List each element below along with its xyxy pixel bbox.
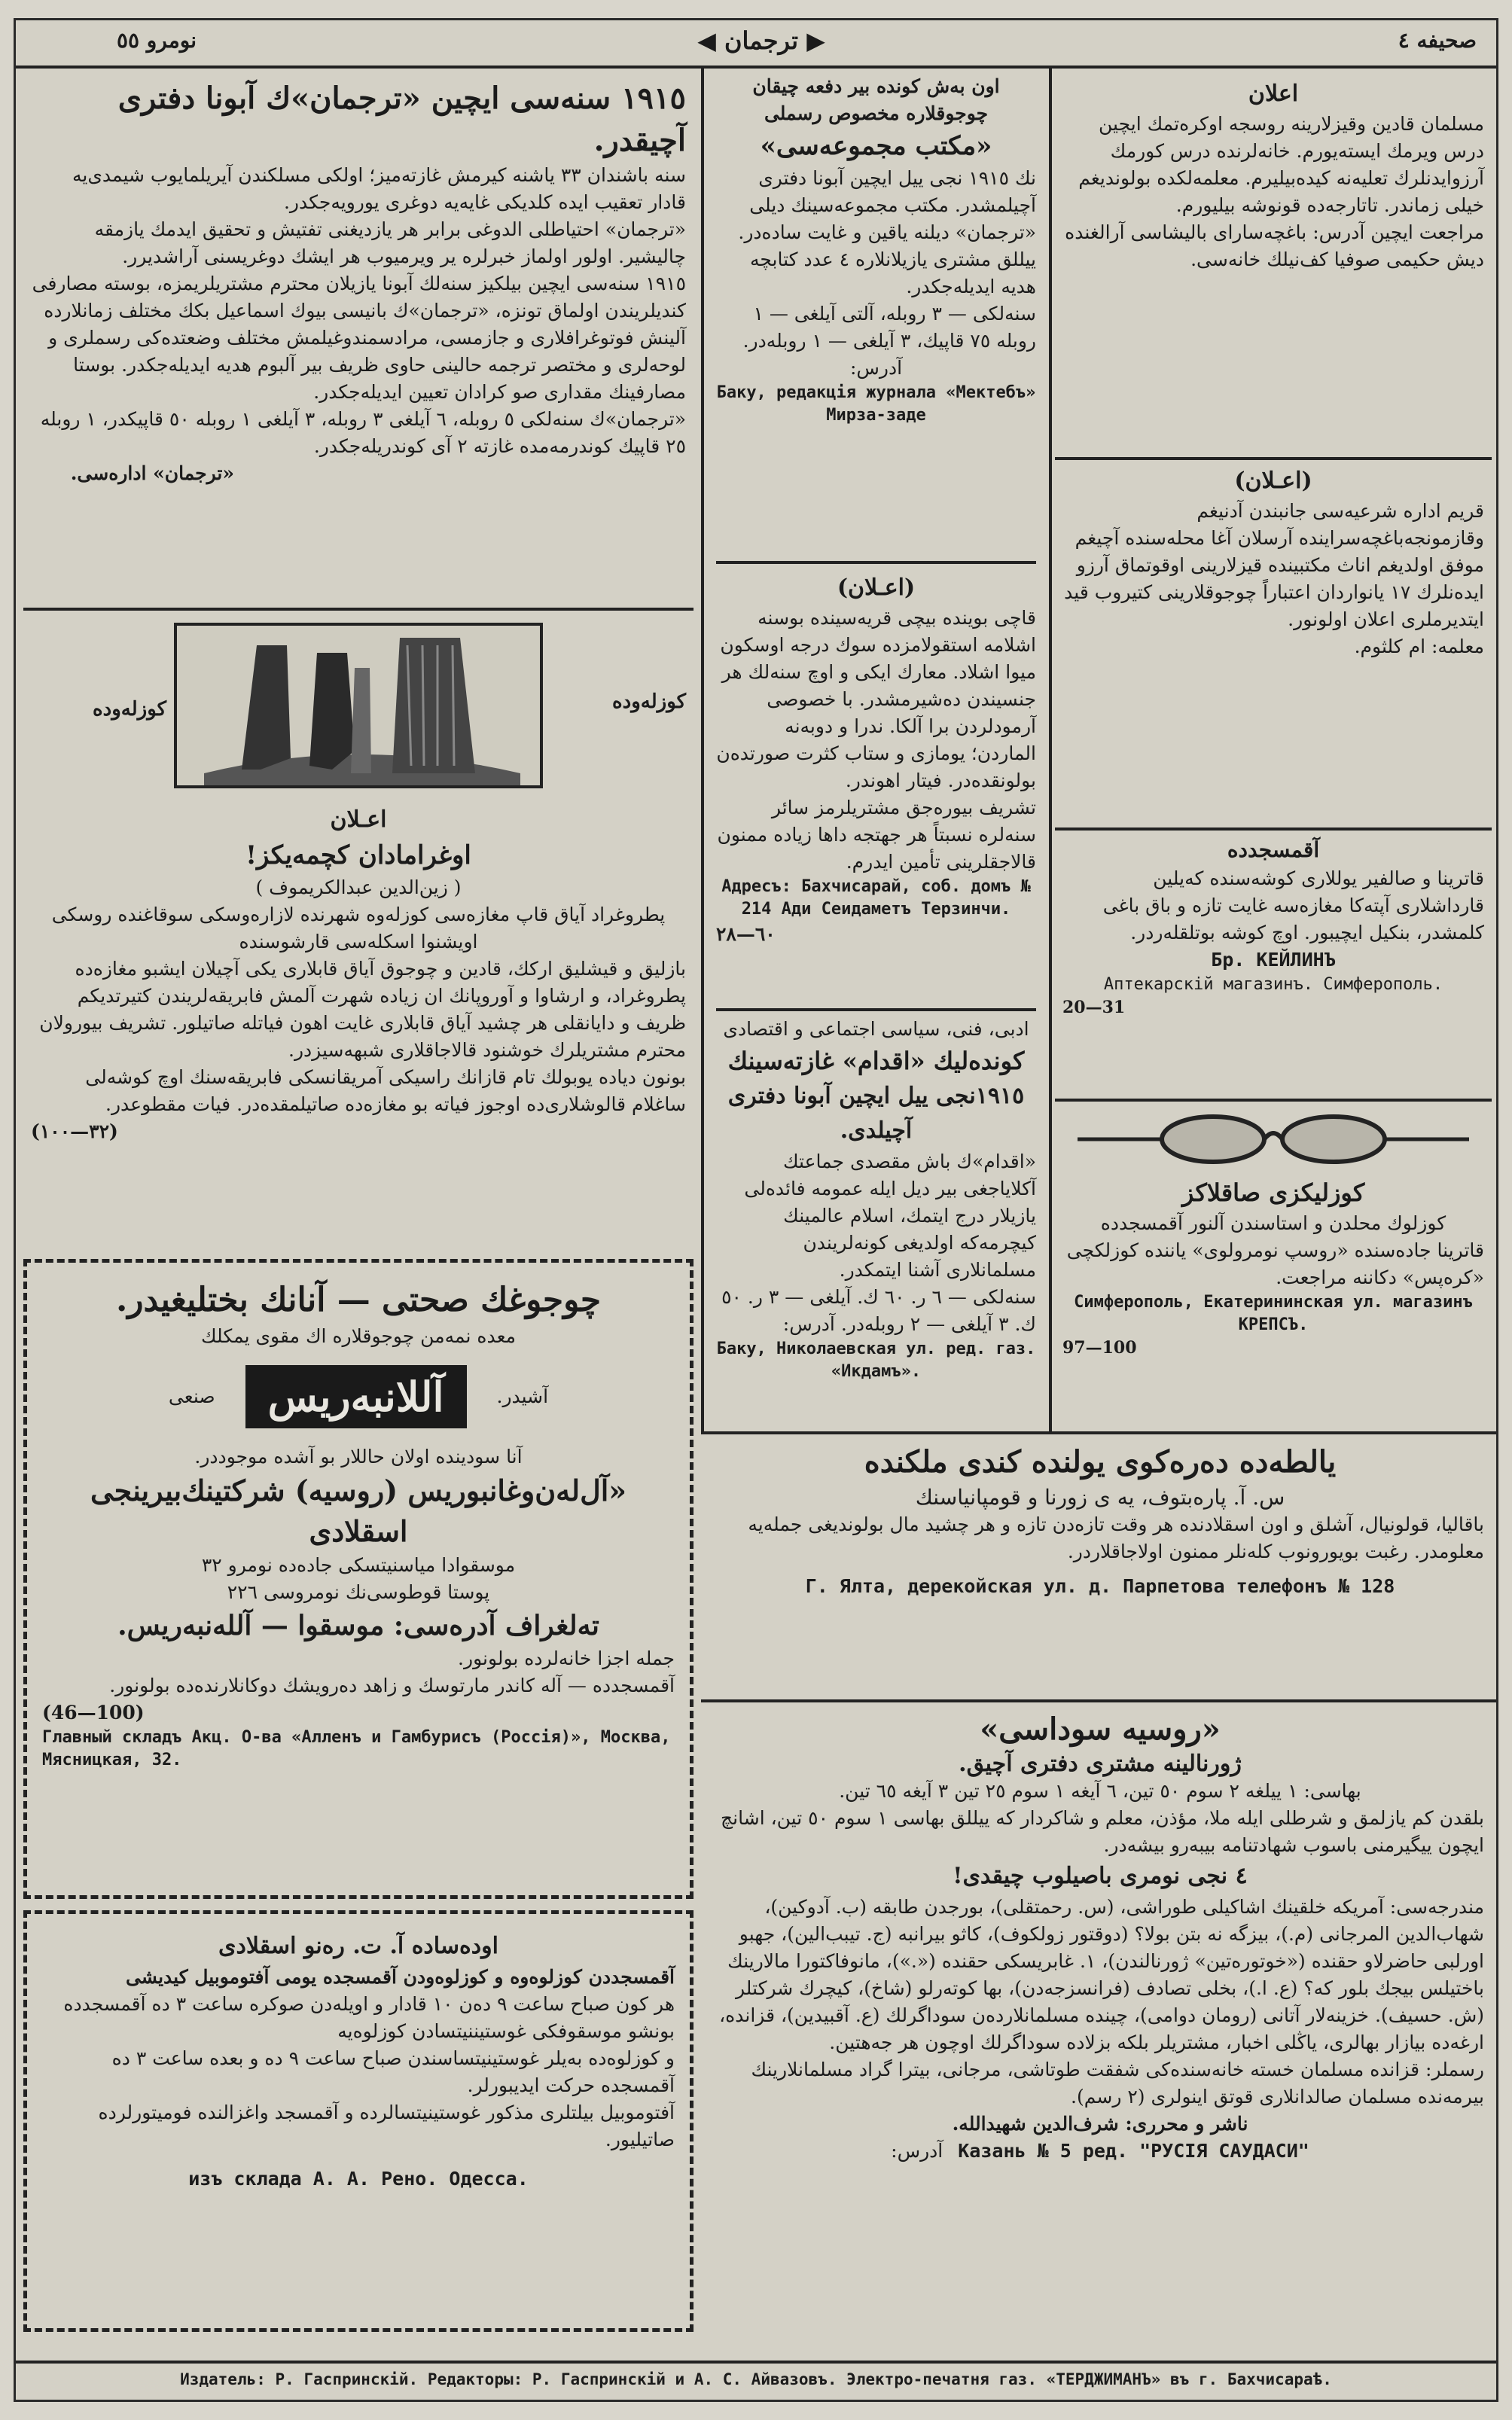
column-divider <box>701 69 704 1431</box>
address-label: آدرس: <box>891 2140 943 2162</box>
brand-logo: آللانبه‌ریس <box>245 1365 467 1428</box>
section-rule <box>701 1699 1496 1702</box>
col2-maktab-ad <box>716 73 1036 427</box>
ad-subline: س. آ. پاره‌بتوف، یه ی زورنا و قومپانیاسنك <box>915 1485 1285 1510</box>
ad-title: (اعـلان) <box>837 575 916 601</box>
ad-code: (٣٢—١٠٠) <box>31 1120 118 1142</box>
paragraph: بونون دیاده یوبولك تام قازانك راسیکی آمریقانسکی فابریقه‌سنك اوچ کوشه‌لی ساغلام قالوشلاری‌ده اوجوز فیاته بو مغازه‌ده صاتیلمقده‌در. فیات مقطوعدر. <box>85 1066 686 1115</box>
russian-address: Симферополь, Екатерининская ул. магазинъ КРЕПСЪ. <box>1074 1293 1473 1334</box>
shoe-ad-header <box>31 615 694 796</box>
paragraph: و کوزلوه‌ده بەیلر غوستینیتساسندن صباح ساعت ٩ ده و بعده ساعت ٣ ده آقمسجده حرکت ایدیبورلر. <box>111 2047 675 2096</box>
address: موسقوادا میاسنیتسکی جاده‌ده نومرو ٣٢ <box>201 1554 516 1576</box>
paragraph: قاترینا جاده‌سنده «روسپ نومرولوی» یاننده کوزلکچی «کرەپس» دکاننه مراجعت. <box>1066 1239 1484 1288</box>
paragraph: قاچی بوینده بیچی قریه‌سینده بوسنه اشلامه استقولامزده سوك درجه اوسکون میوا اشلاد. معارك ایکی و اوچ سنه‌لك هر جنسیندن ده‌شیرمشدر. با خصوصی آرمودلردن برا آلکا. ندرا و دوبه‌نه الماردن؛ یومازی و ستاب کثرت صورتده‌ن بولونقده‌در. فیتار اهوندر. <box>716 607 1036 791</box>
ad-line: ادبی، فنی، سیاسی اجتماعی و اقتصادی <box>723 1018 1029 1040</box>
section-rule <box>1055 457 1492 460</box>
journal-title: «روسیه سوداسی» <box>980 1711 1221 1747</box>
paragraph: سنه‌لکی — ٦ ر. ٦٠ ك. آیلغی — ٣ ر. ٥٠ ك. ٣ آیلغی — ٢ روبله‌در. آدرس: <box>721 1286 1036 1335</box>
ad-headline: چوجوغك صحتی — آنانك بختلیغیدر. <box>115 1281 602 1319</box>
ad-line: اون بەش کونده بیر دفعه چیقان <box>752 75 1000 97</box>
ad-merchant: ( زین‌الدین عبدالکریموف ) <box>255 876 462 898</box>
russia-address-row <box>716 2138 1484 2165</box>
ad-headline: یالطه‌ده ده‌ره‌کوی یولنده کندی ملکنده <box>864 1444 1337 1480</box>
footer-rule <box>16 2361 1496 2364</box>
masthead-title: ◀ ترجمان ▶ <box>697 26 825 55</box>
russian-address: Казань № 5 ред. "РУСІЯ САУДАСИ" <box>958 2140 1309 2162</box>
russian-address: Адресъ: Бахчисарай, соб. домъ № 214 Ади Сеидаметъ Терзинчи. <box>721 877 1031 919</box>
col3-school-ad <box>1062 465 1484 660</box>
paragraph: جمله اجزا خانه‌لرده بولونور. <box>458 1647 675 1669</box>
telegraph-address: تەلغراف آدره‌سی: موسقوا — آللەنبه‌ریس. <box>117 1610 599 1641</box>
issue-announcement: ٤ نجی نومری باصیلوب چیقدی! <box>953 1863 1248 1889</box>
babyfood-ad-content <box>42 1278 675 1772</box>
brand-row <box>42 1365 675 1428</box>
paragraph: بلقدن کم یازلمق و شرطلی ایله ملا، مؤذن، معلم و شاکردار که ییللق بهاسی ١ سوم ٥٠ تین، اشانچ ایچون ییگیرمنی باسوب شهادتنامه بیبه‌رو بیشه‌در. <box>721 1807 1484 1856</box>
col3-optician-ad <box>1062 1105 1484 1359</box>
spectacles-icon <box>1062 1105 1484 1172</box>
boots-illustration <box>174 623 543 788</box>
ad-line: چوجوقلاره مخصوص رسملی <box>764 102 989 124</box>
brand-row-right: صنعی <box>168 1385 215 1407</box>
header-rule <box>16 66 1496 69</box>
ad-subline: ژورنالینه مشتری دفتری آچیق. <box>959 1751 1242 1777</box>
col3-teacher-ad <box>1062 78 1484 273</box>
paragraph: آنا سودینده اولان حاللار بو آشده موجوددر. <box>194 1446 523 1468</box>
column-divider <box>1049 69 1052 1431</box>
paragraph: آقمسجددن کوزلوه‌وه و کوزلوه‌ودن آقمسجده یومی آفتوموبیل کیدیشی <box>125 1966 675 1988</box>
page-label: صحیفه ٤ <box>1398 28 1477 53</box>
paragraph: «اقدام»ك باش مقصدی جماعتك آکلایاجغی بیر دیل ایله عمومه فائده‌لی یازیلار درج ایتمك، اسلام عالمینك کیچرمه‌که اولدیغی کونه‌لریندن مسلمانلاری آشنا ایتمکدر. <box>744 1151 1036 1281</box>
russia-saudasi-ad <box>716 1708 1484 2165</box>
paragraph: سنه‌لکی — ٣ روبله، آلتی آیلغی — ١ روبله ٧٥ قاپیك، ٣ آیلغی — ١ روبله‌در. <box>742 303 1036 352</box>
paragraph: آقمسجدده — آله کاندر مارتوسك و زاهد ده‌رویشك دوکانلارنده‌ده بولونور. <box>109 1675 675 1696</box>
paragraph: نك ١٩١٥ نجی ییل ایچین آبونا دفتری آچیلمشدر. مکتب مجموعه‌سینك دیلی «ترجمان» دیلنه یاقین و غایت ساده‌در. ییللق مشتری یازیلانلاره ٤ عدد کتابچه هدیه ایدیله‌جکدر. <box>738 167 1036 297</box>
paragraph: تشریف بیوره‌جق مشتریلرمز سائر سنه‌لره نسبتاً هر جهتجه داها زیاده ممنون قالاجقلرینی تأمین ایدرم. <box>717 797 1036 873</box>
automobile-ad <box>23 1910 694 2332</box>
col2-iqdam-ad <box>716 1016 1036 1383</box>
section-rule <box>716 561 1036 564</box>
paragraph: باقالیا، قولونیال، آشلق و اون اسقلادنده هر وقت تازەدن تازه و هر چشید مال بولوندیغی جمله‌یه معلومدر. رغبت بویورونوب کلەنلر ممنون اولاجاقلاردر. <box>748 1513 1484 1562</box>
russian-address: Аптекарскій магазинъ. Симферополь. <box>1103 975 1443 994</box>
ad-code: ٦٠—٢٨ <box>716 923 776 945</box>
section-rule <box>23 608 694 611</box>
col3-pharmacy-ad <box>1062 835 1484 1019</box>
optician-text <box>1062 1175 1484 1359</box>
paragraph: کوزلوك محلدن و استاسندن آلنور آقمسجدده <box>1100 1212 1446 1234</box>
paper-name: ترجمان <box>724 26 799 55</box>
paragraph: ١٩١٥ سنه‌سی ایچین بیلکیز سنه‌لك آبونا یازیلان محترم مشتریلریمزه، بوسته مصارفی کندیلریندن اولماق تونزه، «ترجمان»ك بانیسی بیوك اسماعیل بکك مختلف زمانلارده آلینش فوتوغرافلاری و جازمسی، مرادسمندوغیلمش مختلف وضعتده‌کی رسملری و لوحه‌لری و مختصر ترجمه حالینی حاوی ظریف بیر آلبوم هدیه ایدیله‌جکدر. بوستا مصارفینك مقداری صو کرادان تعیین ایدیله‌جکدر. <box>32 273 686 403</box>
section-rule <box>1055 827 1492 831</box>
contents: مندرجه‌سی: آمریکه خلقینك اشاکیلی طوراشی، (س. رحمتقلی)، بورجدن طابقه (ب. آدوکین)، شهاب‌الدین المرجانی (م.)، بیزگه نه بتن بولا؟ (دوقتور زولکوف)، کاثو بیرانبه (ج. تیبب‌الین)، جهبو اورلبی حاضرلاو حقنده («خوتورەتین» ژورنالندن)، ١. غابریسکی حقنده («.»)، مانوفاکتورا مالارینك باختیلس بیجك بلور که؟ (ع. ا.)، بخلی تصادف (فرانسزجه‌دن)، بها کوتەرلو (شاخ)، کیچرك شرکتلر (ش. حسیف). خزینه‌لار آتانی (رومان دوامی)، چینده مسلمانلارده‌ن سوداگرلك (ع. آقبیدین)، قزانده، ارغەده بیازار بهالری، یاڭلی اخبار، مشتریلر بلکه بزلاده سوداگرلك اوچون هر جەهتین. <box>719 1896 1484 2053</box>
ad-subline: معده نمه‌من چوجوقلاره اك مقوی یمکلك <box>200 1325 517 1347</box>
paragraph: آفتوموبیل بیلتلری مذکور غوستینیتسالرده و آقمسجد واغزالنده فومیتورلرده صاتیلیور. <box>98 2101 675 2150</box>
col2-orchard-ad <box>716 571 1036 948</box>
signature: «ترجمان» اداره‌سی. <box>70 462 234 484</box>
ad-image-caption-right: کوزله‌وده <box>612 690 686 713</box>
company-name: «آل‌له‌ن‌وغانبوریس (روسیه) شرکتینك‌بیرینجی اسقلادی <box>90 1474 626 1548</box>
paragraph: مسلمان قادین وقیزلارینه روسجه اوکره‌تمك ایچین درس ویرمك ایسته‌یورم. خانه‌لرنده درس کورمك آرزوایدنلرك تعلیه‌نه کیده‌بیلیرم. معلمه‌لکده بولوندیغم خیلی زماندر. تاتارجه‌ده قونوشه بیلیورم. <box>1078 113 1484 216</box>
paragraph: رسملر: قزانده مسلمان خسته خانەسنده‌کی شفقت طوتاشی، مرجانی، بیترا گراد مسلمانلارینك بیرمه‌نده مسلمان صالدانلاری قوتق اینولری (٢ رسم). <box>751 2059 1484 2108</box>
russian-caption: изъ склада А. А. Рено. Одесса. <box>188 2168 529 2190</box>
ad-title: اعـلان <box>330 806 387 833</box>
address-label: آدرس: <box>849 357 903 379</box>
paragraph: هر کون صباح ساعت ٩ دەن ١٠ قادار و اویله‌دن صوکره ساعت ٣ ده آقمسجدده بونشو موسقوفکی غوستیننیتسادن کوزلوه‌یه <box>63 1993 675 2042</box>
yalta-ad <box>716 1440 1484 1600</box>
ad-title: آقمسجدده <box>1227 837 1320 862</box>
paragraph: سنه باشندان ٣٣ یاشنه کیرمش غازته‌میز؛ اولکی مسلکندن آیریلمایوب شیمدی‌یه قادار تعقیب ایده کلدیکی غایه‌یه دوغری یورویه‌جکدر. <box>72 164 686 213</box>
section-rule <box>716 1008 1036 1011</box>
issue-number: نومرو ٥٥ <box>116 28 197 53</box>
paragraph: «ترجمان»ك سنه‌لکی ٥ روبله، ٦ آیلغی ٣ روبله، ٣ آیلغی ١ روبله ٥٠ قاپیکدر، ١ روبله ٢٥ قاپیك کوندرمه‌مده غازته ٢ آی کوندریله‌جکدر. <box>40 408 686 457</box>
paragraph: بازلیق و قیشلیق ارکك، قادین و چوجوق آیاق قابلاری یکی آچیلان ایشبو مغازه‌ده پطروغراد، و ارشاوا و آوروپانك ان زیاده شهرت آلمش فابریقه‌لریندن کتیرتدیکم ظریف و دایانقلی هر چشید آیاق قابلاری غایت اهون فیاتله صاتیلور. تشریف بیورولان محترم مشتریلرك خوشنود قالاجاقلاری شبهه‌سیزدر. <box>39 958 686 1061</box>
signature: معلمه: ام کلثوم. <box>1354 635 1484 657</box>
price-line: بهاسی: ١ ییلغه ٢ سوم ٥٠ تین، ٦ آیغه ١ سوم ٢٥ تین ٣ آیغه ٦٥ تین. <box>839 1780 1361 1802</box>
automobile-ad-content <box>42 1929 675 2193</box>
section-rule <box>1055 1099 1492 1102</box>
journal-title: «مکتب مجموعه‌سی» <box>760 131 992 161</box>
ad-title: اوده‌ساده آ. ت. رەنو اسقلادی <box>218 1933 498 1959</box>
publisher: ناشر و محرری: شرف‌الدین شهیدالله. <box>952 2113 1248 2135</box>
ad-subtitle: ١٩١٥نجی ییل ایچین آبونا دفتری آچیلدی. <box>727 1083 1025 1144</box>
paragraph: قریم اداره شرعیه‌سی جانبندن آدنیغم وقازمونجه‌باغچه‌سراینده آرسلان آغا محله‌سنده آچیغم موفق اولدیغم اناث مکتبینده قیزلارینی اوقوتماق آرزو ایده‌نلرك ١٧ یانواردان اعتباراً چوجوقلارینی کتیروب قید ایتدیرملری اعلان اولونور. <box>1064 500 1484 630</box>
babyfood-ad <box>23 1259 694 1899</box>
paragraph: مراجعت ایچین آدرس: باغچه‌سارای بالیشاسی آرالغنده دیش حکیمی صوفیا کف‌نیلك خانه‌سی. <box>1065 221 1484 270</box>
address: پوستا قوطوسی‌نك نومروسی ٢٢٦ <box>227 1581 490 1603</box>
paragraph: «ترجمان» احتیاطلی الدوغی برابر هر یازدیغنی تفتیش و تحقیق ایدمك یازمقه چالیشیر. اولور اولماز خبرلره یر ویرمیوب هر ایشك دوغریسنی آراشدیرر. <box>94 218 686 267</box>
russian-address: Г. Ялта, дерекойская ул. д. Парпетова телефонъ № 128 <box>805 1575 1395 1597</box>
ad-title: (اعـلان) <box>1234 468 1312 494</box>
imprint: Издатель: Р. Гаспринскій. Редакторы: Р. Гаспринскій и А. С. Айвазовъ. Электро-печатня газ. «ТЕРДЖИМАНЪ» въ г. Бахчисараѣ. <box>180 2370 1332 2388</box>
russian-name: Бр. КЕЙЛИНЪ <box>1211 949 1336 971</box>
brand-row-left: آشیدر. <box>496 1385 549 1407</box>
ad-title: کوزلیکزی صاقلاکز <box>1181 1178 1365 1207</box>
ad-code: 97—100 <box>1062 1338 1137 1358</box>
ad-code: 20—31 <box>1062 998 1126 1017</box>
ad-subtitle: اوغرامادان کچمه‌یکز! <box>245 840 471 870</box>
russian-address: Баку, редакція журнала «Мектебъ» Мирза-заде <box>716 383 1036 425</box>
russian-address: Главный складъ Акц. О-ва «Алленъ и Гамбурисъ (Россія)», Москва, Мясницкая, 32. <box>42 1728 671 1769</box>
ad-title: اعلان <box>1248 81 1299 107</box>
section-rule <box>701 1431 1496 1434</box>
ad-code: (46—100) <box>42 1702 145 1724</box>
russian-address: Баку, Николаевская ул. ред. газ. «Икдамъ». <box>716 1340 1036 1381</box>
paragraph: قاترینا و صالفیر یوللاری کوشه‌سنده که‌یلین قاردا‌شلاری آپتەکا مغازه‌سه غایت تازه و باق باغی کلمشدر، بنکیل ایچیبور. اوچ کوشه بوتلقله‌ردر. <box>1102 867 1484 943</box>
shoe-ad-body <box>31 803 686 1145</box>
col1-title: ١٩١٥ سنه‌سی ایچین «ترجمان»ك آبونا دفتری آچیقدر. <box>117 81 686 158</box>
col1-subscription <box>31 78 686 487</box>
newspaper-page <box>14 18 1498 2402</box>
paragraph: پطروغراد آیاق قاپ مغازه‌سی کوزله‌وه شهرنده لازاره‌وسکی سوقاغنده روسکی اویشنوا اسکله‌سی قارشوسنده <box>51 904 666 952</box>
ad-image-caption-left: کوزله‌وده <box>93 698 166 721</box>
ad-title: کونده‌لیك «اقدام» غازته‌سینك <box>727 1047 1025 1075</box>
